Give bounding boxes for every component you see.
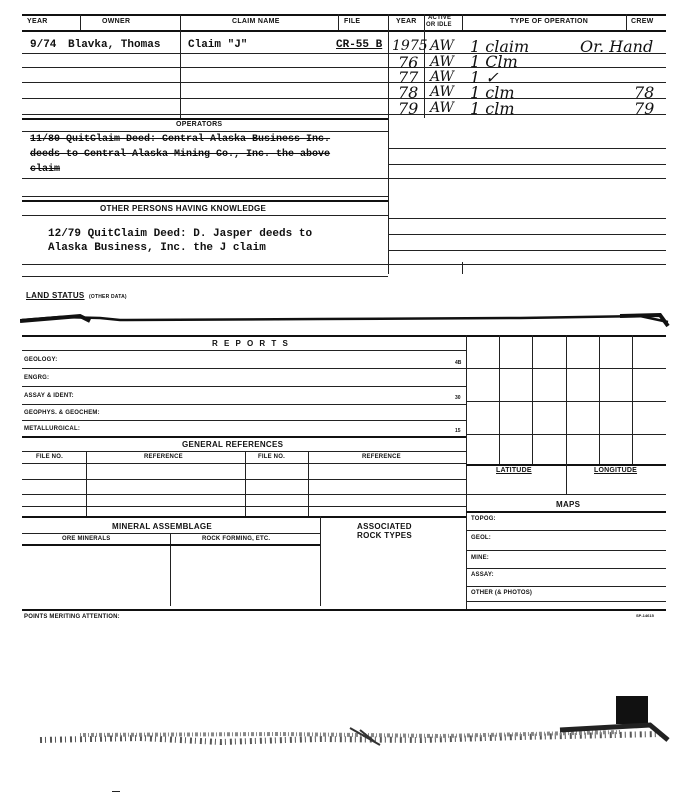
rule	[388, 148, 666, 149]
map-topog: TOPOG:	[471, 516, 496, 522]
rule	[466, 586, 666, 587]
oplog-crew-4: 78	[634, 83, 655, 102]
row-line	[22, 67, 666, 68]
oplog-type-5: 1 clm	[470, 99, 515, 118]
rule	[22, 178, 666, 179]
rule	[22, 436, 466, 438]
ref-reference-header-2: REFERENCE	[362, 454, 401, 460]
form-number: SP-14615	[636, 613, 654, 618]
rule	[22, 131, 388, 132]
land-status-label	[26, 285, 127, 303]
divider	[626, 14, 627, 30]
oplog-year-4: 78	[398, 83, 419, 102]
oplog-active-1: AW	[430, 38, 454, 54]
col-oplog-year-header: YEAR	[396, 18, 417, 25]
col-crew-header: CREW	[631, 18, 654, 25]
operators-line-1: 11/80 QuitClaim Deed: Central Alaska Business Inc.	[30, 134, 331, 145]
rule	[22, 451, 466, 452]
points-meriting-attention: POINTS MERITING ATTENTION:	[24, 614, 120, 620]
col-claim-name-header: CLAIM NAME	[232, 18, 280, 25]
rule	[466, 511, 666, 513]
divider	[599, 335, 600, 465]
operators-line-2: deeds to Central Alaska Mining Co., Inc. the above	[30, 149, 331, 160]
divider	[566, 464, 567, 494]
divider	[180, 14, 181, 118]
divider	[80, 14, 81, 30]
rule	[388, 234, 666, 235]
maps-title: MAPS	[556, 500, 581, 509]
col-owner-header: OWNER	[102, 18, 131, 25]
divider	[632, 335, 633, 465]
rule	[22, 609, 666, 611]
other-persons-line-1: 12/79 QuitClaim Deed: D. Jasper deeds to	[48, 228, 313, 240]
report-metallurgical-num: 15	[455, 428, 461, 434]
ref-file-no-header-1: FILE NO.	[36, 454, 63, 460]
claim-owner: Blavka, Thomas	[68, 39, 161, 51]
ref-file-no-header-2: FILE NO.	[258, 454, 285, 460]
oplog-year-1: 1975	[392, 38, 428, 54]
scan-artifact-stroke	[20, 312, 670, 328]
report-geology: GEOLOGY:	[24, 357, 58, 363]
claim-date: 9/74	[30, 39, 57, 51]
speck	[112, 791, 120, 792]
oplog-year-3: 77	[398, 68, 419, 87]
map-geol: GEOL:	[471, 535, 491, 541]
rule	[22, 506, 466, 507]
report-assay: ASSAY & IDENT:	[24, 393, 74, 399]
ore-minerals-header: ORE MINERALS	[62, 536, 111, 542]
divider	[566, 335, 567, 465]
row-line	[22, 53, 666, 54]
col-year-header: YEAR	[27, 18, 48, 25]
rule	[22, 386, 466, 387]
rule	[466, 568, 666, 569]
rule	[466, 368, 666, 369]
oplog-year-5: 79	[398, 99, 419, 118]
divider	[462, 14, 463, 30]
divider	[499, 335, 500, 465]
land-status-sub: (OTHER DATA)	[89, 294, 127, 300]
rule	[466, 434, 666, 435]
oplog-type-3: 1 ✓	[470, 68, 499, 87]
top-rule	[22, 14, 666, 16]
map-mine: MINE:	[471, 555, 489, 561]
oplog-year-2: 76	[398, 53, 419, 72]
rule	[466, 494, 666, 495]
report-geophys: GEOPHYS. & GEOCHEM:	[24, 410, 100, 416]
rule	[466, 530, 666, 531]
report-geology-num: 4B	[455, 360, 462, 366]
row-line	[22, 82, 666, 83]
divider	[338, 14, 339, 30]
reports-title: R E P O R T S	[212, 339, 290, 348]
longitude-label: LONGITUDE	[594, 467, 638, 474]
map-other: OTHER (& PHOTOS)	[471, 590, 533, 596]
rule	[22, 118, 388, 120]
latitude-label: LATITUDE	[496, 467, 532, 474]
assoc-line-2: ROCK TYPES	[357, 531, 413, 540]
rule	[22, 404, 466, 405]
oplog-type-4: 1 clm	[470, 83, 515, 102]
report-engrg: ENGRG:	[24, 375, 50, 381]
rule	[466, 550, 666, 551]
rock-forming-header: ROCK FORMING, ETC.	[202, 536, 271, 542]
rule	[22, 494, 466, 495]
row-line	[22, 98, 666, 99]
divider	[532, 335, 533, 465]
rule	[22, 335, 666, 337]
row-line	[22, 114, 666, 115]
rule	[388, 250, 666, 251]
rule	[22, 420, 466, 421]
header-rule	[22, 30, 666, 32]
rule	[22, 264, 666, 265]
rule	[22, 196, 388, 197]
oplog-crew-5: 79	[634, 99, 655, 118]
oplog-active-4: AW	[430, 84, 454, 100]
other-persons-title: OTHER PERSONS HAVING KNOWLEDGE	[100, 204, 267, 213]
rule	[22, 479, 466, 480]
col-or-idle-header: OR IDLE	[426, 22, 452, 28]
oplog-active-5: AW	[430, 100, 454, 116]
report-assay-num: 30	[455, 395, 461, 401]
rule	[388, 164, 666, 165]
scan-noise	[20, 690, 670, 760]
col-type-header: TYPE OF OPERATION	[510, 18, 589, 25]
mineral-title: MINERAL ASSEMBLAGE	[112, 522, 213, 531]
rule	[22, 276, 388, 277]
land-status-title: LAND STATUS	[26, 291, 85, 300]
oplog-extra-1: Or. Hand	[580, 37, 654, 56]
rule	[22, 215, 388, 216]
claim-file: CR-55 B	[336, 39, 383, 51]
rule	[466, 601, 666, 602]
divider	[462, 262, 463, 274]
oplog-active-2: AW	[430, 54, 454, 70]
divider	[424, 14, 425, 118]
assoc-line-1: ASSOCIATED	[357, 522, 412, 531]
col-file-header: FILE	[344, 18, 361, 25]
oplog-type-1: 1 claim	[470, 37, 530, 56]
rule	[22, 463, 466, 464]
rule	[22, 516, 466, 518]
general-refs-title: GENERAL REFERENCES	[182, 440, 284, 449]
operators-title: OPERATORS	[176, 121, 223, 128]
rule	[22, 350, 466, 351]
report-metallurgical: METALLURGICAL:	[24, 426, 81, 432]
operators-line-3: claim	[30, 164, 61, 175]
oplog-active-3: AW	[430, 69, 454, 85]
rule	[22, 200, 388, 202]
col-active-header: ACTIVE	[428, 15, 452, 21]
rule	[466, 401, 666, 402]
map-assay: ASSAY:	[471, 572, 494, 578]
oplog-type-2: 1 Clm	[470, 52, 518, 71]
rule	[22, 533, 320, 534]
divider	[320, 516, 321, 606]
claim-name: Claim "J"	[188, 39, 248, 51]
ref-reference-header-1: REFERENCE	[144, 454, 183, 460]
other-persons-line-2: Alaska Business, Inc. the J claim	[48, 242, 266, 254]
rule	[22, 368, 466, 369]
rule	[22, 544, 320, 546]
rule	[388, 218, 666, 219]
